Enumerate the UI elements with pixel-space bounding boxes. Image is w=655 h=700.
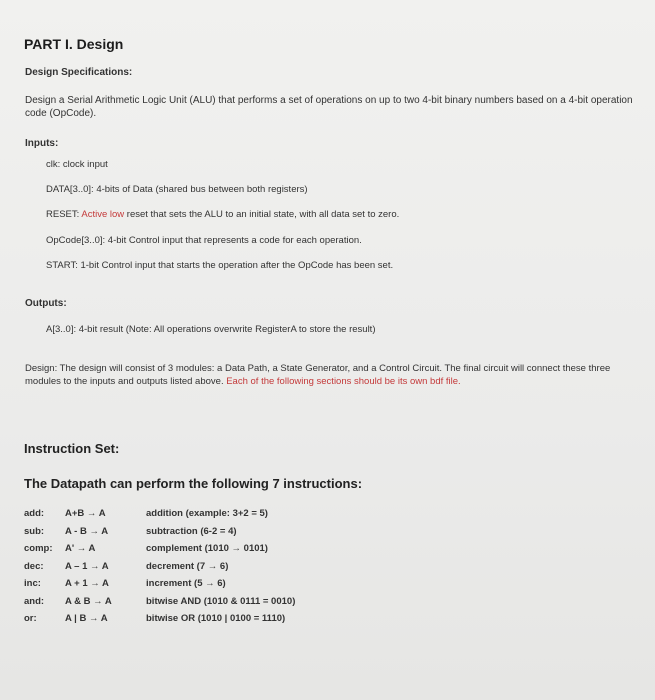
inputs-label: Inputs: [25, 138, 59, 149]
instr-desc: addition (example: 3+2 = 5) [146, 508, 268, 519]
output-a: A[3..0]: 4-bit result (Note: All operations overwrite RegisterA to store the result) [46, 324, 376, 335]
instr-desc: complement (1010 → 0101) [146, 543, 268, 554]
instr-op: A+B → A [65, 508, 106, 519]
reset-active-low: Active low [81, 209, 125, 220]
design-note: Each of the following sections should be its own bdf file. [226, 376, 461, 387]
instr-name: add: [24, 508, 45, 519]
input-reset [46, 209, 399, 220]
outputs-label: Outputs: [25, 298, 67, 309]
instr-name: and: [24, 595, 45, 607]
input-opcode: OpCode[3..0]: 4-bit Control input that represents a code for each operation. [46, 235, 362, 246]
instr-name: dec: [24, 560, 44, 572]
spec-heading: Design Specifications: [25, 67, 133, 78]
instr-name: sub: [24, 525, 45, 537]
design-paragraph [25, 362, 635, 388]
instr-op: A – 1 → A [65, 560, 109, 572]
instr-op: A & B → A [65, 595, 112, 607]
instr-op: A | B → A [65, 613, 108, 624]
description-paragraph: Design a Serial Arithmetic Logic Unit (ALU) that performs a set of operations on up to two 4-bit binary numbers based on a 4-bit operation code (OpCode). [25, 95, 633, 119]
design-text: Design: The design will consist of 3 modules: a Data Path, a State Generator, and a Control Circuit. The final circuit will connect these three modules to the inputs and outputs listed above. [25, 363, 611, 387]
input-clk: clk: clock input [46, 159, 108, 170]
instruction-set-heading: Instruction Set: [24, 441, 120, 456]
page-title: PART I. Design [24, 36, 124, 52]
instr-op: A - B → A [65, 525, 109, 537]
instr-op: A' → A [65, 543, 96, 554]
instr-name: or: [24, 613, 37, 624]
reset-prefix: RESET: [46, 209, 82, 220]
instr-desc: bitwise OR (1010 | 0100 = 1110) [146, 613, 286, 624]
input-start: START: 1-bit Control input that starts the operation after the OpCode has been set. [46, 260, 394, 271]
instr-desc: increment (5 → 6) [146, 578, 226, 589]
reset-suffix: reset that sets the ALU to an initial state, with all data set to zero. [124, 209, 400, 220]
instr-desc: subtraction (6-2 = 4) [146, 525, 237, 537]
instr-desc: bitwise AND (1010 & 0111 = 0010) [146, 595, 296, 607]
instr-desc: decrement (7 → 6) [146, 560, 229, 572]
instr-name: inc: [24, 578, 41, 589]
instr-name: comp: [24, 543, 53, 554]
instr-op: A + 1 → A [65, 578, 109, 589]
datapath-heading: The Datapath can perform the following 7 instructions: [24, 476, 363, 491]
input-data: DATA[3..0]: 4-bits of Data (shared bus between both registers) [46, 184, 308, 195]
